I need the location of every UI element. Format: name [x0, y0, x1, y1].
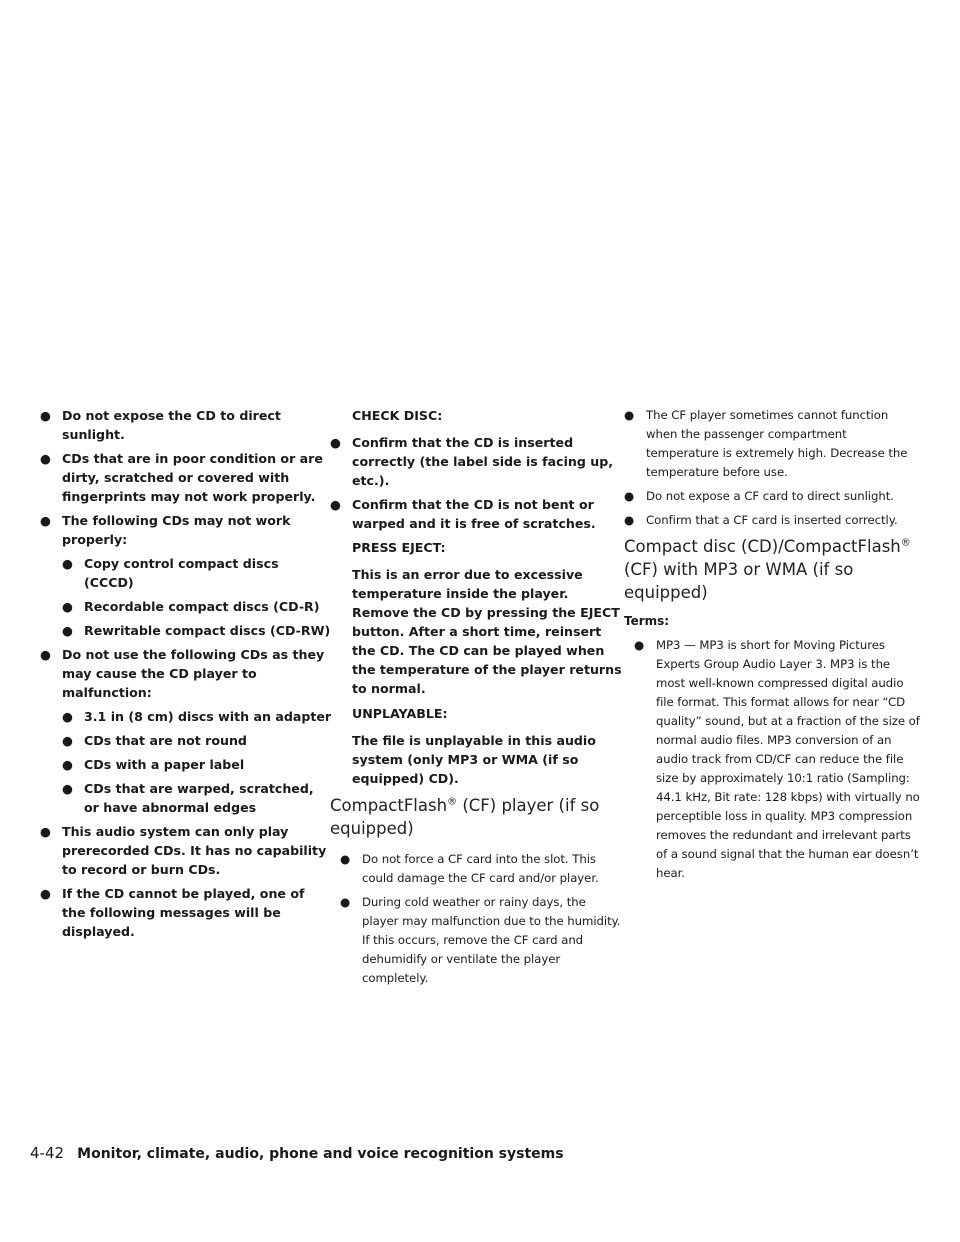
- list-item: ● During cold weather or rainy days, the player may malfunction due to the humidity. If this occurs, remove the CF card and dehumidify or ventilate the player completely.: [340, 895, 621, 985]
- bullet-icon: ●: [40, 451, 51, 466]
- list-item: ● Confirm that the CD is not bent or warped and it is free of scratches.: [330, 497, 596, 531]
- bullet-icon: ●: [62, 599, 73, 614]
- sub-list-item: ● CDs with a paper label: [62, 757, 245, 772]
- bullet-icon: ●: [40, 513, 51, 528]
- unplayable-text: The file is unplayable in this audio system (only MP3 or WMA (if so equipped) CD).: [352, 733, 596, 786]
- sub-list-item: ● 3.1 in (8 cm) discs with an adapter: [62, 709, 332, 724]
- bullet-icon: ●: [624, 408, 635, 422]
- column-left: [40, 406, 332, 946]
- bullet-icon: ●: [624, 489, 635, 503]
- list-item: ● The following CDs may not work properly:: [40, 513, 291, 547]
- list-item: ● CDs that are in poor condition or are dirty, scratched or covered with fingerprints may not work properly.: [40, 451, 323, 504]
- bullet-icon: ●: [330, 435, 341, 450]
- press-eject-heading: PRESS EJECT:: [352, 540, 446, 555]
- chapter-title: Monitor, climate, audio, phone and voice recognition systems: [77, 1146, 564, 1162]
- list-item: ● This audio system can only play prerecorded CDs. It has no capability to record or burn CDs.: [40, 824, 327, 877]
- list-item: ● Confirm that a CF card is inserted correctly.: [624, 511, 920, 530]
- bullet-icon: ●: [340, 852, 351, 866]
- registered-mark: ®: [447, 796, 458, 808]
- registered-mark: ®: [900, 537, 911, 549]
- list-item: ● MP3 — MP3 is short for Moving Pictures Experts Group Audio Layer 3. MP3 is the most well-known compressed digital audio file format. This format allows for near “CD quality” sound, but at a fraction of the size of normal audio files. MP3 conversion of an audio track from CD/CF can reduce the file size by approximately 10:1 ratio (Sampling: 44.1 kHz, Bit rate: 128 kbps) with virtually no perceptible loss in quality. MP3 compression removes the redundant and irrelevant parts of a sound signal that the human ear doesn’t hear.: [634, 638, 920, 880]
- sub-list-item: ● Recordable compact discs (CD-R): [62, 599, 320, 614]
- terms-label: Terms:: [624, 614, 670, 628]
- mp3-wma-heading: Compact disc (CD)/CompactFlash® (CF) with MP3 or WMA (if so equipped): [624, 537, 911, 602]
- bullet-icon: ●: [340, 895, 351, 909]
- list-item: ● Do not expose the CD to direct sunlight.: [40, 408, 281, 442]
- sub-list-item: ● CDs that are warped, scratched, or have abnormal edges: [62, 781, 314, 815]
- bullet-icon: ●: [40, 647, 51, 662]
- sub-list-item: ● Copy control compact discs (CCCD): [62, 556, 279, 590]
- column-right: [624, 406, 920, 888]
- column-middle: [330, 406, 622, 993]
- bullet-icon: ●: [624, 513, 635, 527]
- sub-list-item: ● CDs that are not round: [62, 733, 247, 748]
- list-item: ● Do not use the following CDs as they may cause the CD player to malfunction:: [40, 647, 325, 700]
- press-eject-text: This is an error due to excessive temperature inside the player. Remove the CD by pressing the EJECT button. After a short time, reinsert the CD. The CD can be played when the temperature of the player returns to normal.: [352, 567, 622, 696]
- bullet-icon: ●: [40, 886, 51, 901]
- sub-list-item: ● Rewritable compact discs (CD-RW): [62, 623, 331, 638]
- bullet-icon: ●: [62, 757, 73, 772]
- page-number: 4-42: [30, 1144, 65, 1162]
- cf-player-heading: CompactFlash® (CF) player (if so equipped): [330, 796, 600, 838]
- bullet-icon: ●: [62, 623, 73, 638]
- list-item: ● Do not force a CF card into the slot. This could damage the CF card and/or player.: [340, 852, 599, 885]
- bullet-icon: ●: [330, 497, 341, 512]
- bullet-icon: ●: [62, 781, 73, 796]
- list-item: ● Confirm that the CD is inserted correctly (the label side is facing up, etc.).: [330, 435, 614, 488]
- bullet-icon: ●: [62, 733, 73, 748]
- list-item: ● Do not expose a CF card to direct sunlight.: [624, 487, 920, 506]
- bullet-icon: ●: [40, 408, 51, 423]
- bullet-icon: ●: [634, 638, 645, 652]
- check-disc-heading: CHECK DISC:: [352, 408, 443, 423]
- list-item: ● The CF player sometimes cannot function when the passenger compartment temperature is extremely high. Decrease the temperature before use.: [624, 408, 908, 479]
- list-item: ● If the CD cannot be played, one of the following messages will be displayed.: [40, 886, 305, 939]
- bullet-icon: ●: [40, 824, 51, 839]
- bullet-icon: ●: [62, 556, 73, 571]
- unplayable-heading: UNPLAYABLE:: [352, 706, 448, 721]
- bullet-icon: ●: [62, 709, 73, 724]
- page-footer: [30, 1143, 930, 1162]
